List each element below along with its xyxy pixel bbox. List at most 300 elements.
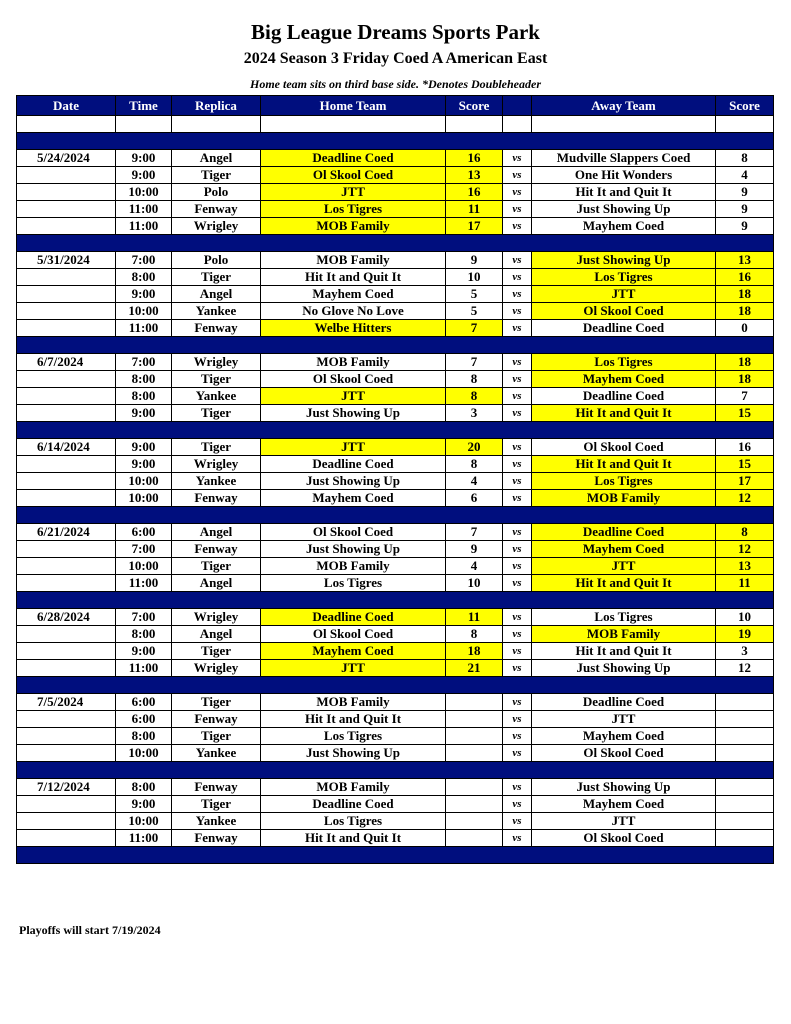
away-team-cell: Deadline Coed [532, 694, 716, 711]
away-team-cell: Ol Skool Coed [532, 830, 716, 847]
game-row [17, 269, 774, 286]
away-score-cell: 9 [716, 201, 774, 218]
game-row [17, 320, 774, 337]
away-team-cell: Just Showing Up [532, 779, 716, 796]
away-score-cell [716, 694, 774, 711]
vs-cell: vs [503, 626, 532, 643]
date-cell [17, 167, 116, 184]
away-team-cell: Hit It and Quit It [532, 184, 716, 201]
week-separator [17, 133, 774, 150]
column-header-vs [503, 96, 532, 116]
time-cell: 11:00 [116, 660, 172, 677]
replica-cell: Wrigley [172, 456, 261, 473]
replica-cell: Yankee [172, 745, 261, 762]
away-team-cell: Hit It and Quit It [532, 405, 716, 422]
vs-cell: vs [503, 303, 532, 320]
time-cell: 9:00 [116, 456, 172, 473]
date-cell [17, 490, 116, 507]
away-team-cell: JTT [532, 813, 716, 830]
replica-cell: Tiger [172, 694, 261, 711]
time-cell: 7:00 [116, 252, 172, 269]
game-row [17, 218, 774, 235]
away-team-cell: Mayhem Coed [532, 728, 716, 745]
separator-bar [17, 592, 774, 609]
home-team-cell: Ol Skool Coed [261, 371, 446, 388]
time-cell: 10:00 [116, 558, 172, 575]
week-separator [17, 337, 774, 354]
replica-cell: Angel [172, 524, 261, 541]
date-cell [17, 286, 116, 303]
date-cell [17, 745, 116, 762]
time-cell: 10:00 [116, 303, 172, 320]
replica-cell: Tiger [172, 796, 261, 813]
date-cell [17, 813, 116, 830]
vs-cell: vs [503, 541, 532, 558]
home-score-cell [446, 830, 503, 847]
away-team-cell: JTT [532, 558, 716, 575]
away-score-cell: 13 [716, 558, 774, 575]
vs-cell: vs [503, 575, 532, 592]
time-cell: 6:00 [116, 711, 172, 728]
date-cell [17, 303, 116, 320]
time-cell: 9:00 [116, 286, 172, 303]
vs-cell: vs [503, 745, 532, 762]
separator-bar [17, 847, 774, 864]
time-cell: 11:00 [116, 218, 172, 235]
vs-cell: vs [503, 524, 532, 541]
home-score-cell [446, 694, 503, 711]
empty-cell [716, 116, 774, 133]
away-score-cell: 10 [716, 609, 774, 626]
replica-cell: Fenway [172, 779, 261, 796]
game-row [17, 779, 774, 796]
date-cell [17, 728, 116, 745]
home-team-note: Home team sits on third base side. *Denotes Doubleheader [250, 77, 541, 91]
home-team-cell: Just Showing Up [261, 541, 446, 558]
away-score-cell: 8 [716, 524, 774, 541]
away-score-cell [716, 813, 774, 830]
home-score-cell: 5 [446, 286, 503, 303]
game-row [17, 201, 774, 218]
date-cell: 7/12/2024 [17, 779, 116, 796]
date-cell [17, 711, 116, 728]
home-score-cell: 21 [446, 660, 503, 677]
column-header-time: Time [116, 96, 172, 116]
home-team-cell: Hit It and Quit It [261, 269, 446, 286]
home-team-cell: JTT [261, 660, 446, 677]
home-score-cell: 17 [446, 218, 503, 235]
away-team-cell: MOB Family [532, 626, 716, 643]
vs-cell: vs [503, 473, 532, 490]
home-score-cell: 13 [446, 167, 503, 184]
time-cell: 9:00 [116, 796, 172, 813]
header-row [17, 96, 774, 116]
season-subtitle: 2024 Season 3 Friday Coed A American East [243, 50, 548, 67]
vs-cell: vs [503, 150, 532, 167]
away-score-cell [716, 779, 774, 796]
away-team-cell: Ol Skool Coed [532, 303, 716, 320]
week-separator [17, 422, 774, 439]
game-row [17, 558, 774, 575]
home-score-cell: 7 [446, 320, 503, 337]
time-cell: 10:00 [116, 813, 172, 830]
vs-cell: vs [503, 167, 532, 184]
home-score-cell: 9 [446, 252, 503, 269]
away-team-cell: Hit It and Quit It [532, 456, 716, 473]
time-cell: 8:00 [116, 269, 172, 286]
home-score-cell: 8 [446, 371, 503, 388]
home-score-cell: 10 [446, 269, 503, 286]
schedule-body [17, 116, 774, 864]
vs-cell: vs [503, 796, 532, 813]
date-cell [17, 371, 116, 388]
replica-cell: Fenway [172, 490, 261, 507]
time-cell: 7:00 [116, 541, 172, 558]
time-cell: 10:00 [116, 490, 172, 507]
replica-cell: Yankee [172, 303, 261, 320]
home-score-cell: 4 [446, 473, 503, 490]
empty-cell [446, 116, 503, 133]
home-team-cell: Just Showing Up [261, 405, 446, 422]
game-row [17, 660, 774, 677]
away-score-cell [716, 830, 774, 847]
game-row [17, 184, 774, 201]
column-header-away-score: Score [716, 96, 774, 116]
home-team-cell: MOB Family [261, 218, 446, 235]
away-team-cell: Hit It and Quit It [532, 643, 716, 660]
away-team-cell: Deadline Coed [532, 320, 716, 337]
game-row [17, 575, 774, 592]
home-team-cell: MOB Family [261, 252, 446, 269]
home-team-cell: JTT [261, 439, 446, 456]
vs-cell: vs [503, 830, 532, 847]
game-row [17, 405, 774, 422]
week-separator [17, 235, 774, 252]
date-cell [17, 320, 116, 337]
vs-cell: vs [503, 728, 532, 745]
date-cell [17, 575, 116, 592]
replica-cell: Yankee [172, 388, 261, 405]
away-score-cell: 9 [716, 184, 774, 201]
time-cell: 9:00 [116, 150, 172, 167]
date-cell [17, 643, 116, 660]
home-score-cell [446, 796, 503, 813]
separator-bar [17, 235, 774, 252]
away-team-cell: Ol Skool Coed [532, 745, 716, 762]
vs-cell: vs [503, 439, 532, 456]
away-score-cell: 11 [716, 575, 774, 592]
away-score-cell: 18 [716, 286, 774, 303]
date-cell: 7/5/2024 [17, 694, 116, 711]
replica-cell: Angel [172, 575, 261, 592]
replica-cell: Tiger [172, 439, 261, 456]
home-score-cell: 3 [446, 405, 503, 422]
game-row [17, 303, 774, 320]
away-score-cell: 16 [716, 269, 774, 286]
time-cell: 11:00 [116, 830, 172, 847]
vs-cell: vs [503, 643, 532, 660]
column-header-replica: Replica [172, 96, 261, 116]
away-score-cell: 9 [716, 218, 774, 235]
game-row [17, 796, 774, 813]
column-header-date: Date [17, 96, 116, 116]
away-score-cell [716, 728, 774, 745]
date-cell [17, 405, 116, 422]
home-team-cell: Mayhem Coed [261, 286, 446, 303]
away-score-cell: 4 [716, 167, 774, 184]
time-cell: 10:00 [116, 745, 172, 762]
game-row [17, 609, 774, 626]
column-header-away-team: Away Team [532, 96, 716, 116]
home-score-cell [446, 779, 503, 796]
date-cell [17, 473, 116, 490]
date-cell [17, 558, 116, 575]
replica-cell: Fenway [172, 201, 261, 218]
playoffs-note: Playoffs will start 7/19/2024 [19, 923, 161, 937]
replica-cell: Tiger [172, 643, 261, 660]
replica-cell: Tiger [172, 405, 261, 422]
home-score-cell: 16 [446, 184, 503, 201]
time-cell: 11:00 [116, 575, 172, 592]
home-team-cell: MOB Family [261, 354, 446, 371]
vs-cell: vs [503, 320, 532, 337]
vs-cell: vs [503, 184, 532, 201]
game-row [17, 439, 774, 456]
away-team-cell: Los Tigres [532, 269, 716, 286]
home-team-cell: Mayhem Coed [261, 490, 446, 507]
vs-cell: vs [503, 490, 532, 507]
away-score-cell: 17 [716, 473, 774, 490]
time-cell: 7:00 [116, 354, 172, 371]
home-score-cell: 7 [446, 354, 503, 371]
vs-cell: vs [503, 405, 532, 422]
vs-cell: vs [503, 694, 532, 711]
game-row [17, 711, 774, 728]
home-team-cell: Los Tigres [261, 728, 446, 745]
game-row [17, 150, 774, 167]
week-separator [17, 847, 774, 864]
date-cell: 6/7/2024 [17, 354, 116, 371]
blank-row [17, 116, 774, 133]
time-cell: 6:00 [116, 524, 172, 541]
replica-cell: Yankee [172, 813, 261, 830]
week-separator [17, 677, 774, 694]
home-score-cell: 4 [446, 558, 503, 575]
home-team-cell: Los Tigres [261, 813, 446, 830]
away-score-cell: 15 [716, 405, 774, 422]
date-cell [17, 184, 116, 201]
replica-cell: Polo [172, 252, 261, 269]
home-score-cell: 18 [446, 643, 503, 660]
away-team-cell: Hit It and Quit It [532, 575, 716, 592]
separator-bar [17, 422, 774, 439]
replica-cell: Fenway [172, 320, 261, 337]
separator-bar [17, 762, 774, 779]
park-title: Big League Dreams Sports Park [251, 20, 540, 44]
home-score-cell [446, 745, 503, 762]
column-header-home-score: Score [446, 96, 503, 116]
away-score-cell: 18 [716, 303, 774, 320]
away-score-cell [716, 745, 774, 762]
date-cell [17, 201, 116, 218]
away-score-cell: 12 [716, 660, 774, 677]
vs-cell: vs [503, 456, 532, 473]
home-score-cell [446, 711, 503, 728]
time-cell: 6:00 [116, 694, 172, 711]
time-cell: 9:00 [116, 405, 172, 422]
schedule-table [16, 95, 774, 864]
game-row [17, 745, 774, 762]
game-row [17, 643, 774, 660]
home-team-cell: Ol Skool Coed [261, 626, 446, 643]
date-cell [17, 218, 116, 235]
home-team-cell: Welbe Hitters [261, 320, 446, 337]
away-team-cell: Mudville Slappers Coed [532, 150, 716, 167]
away-score-cell: 0 [716, 320, 774, 337]
game-row [17, 167, 774, 184]
game-row [17, 524, 774, 541]
replica-cell: Tiger [172, 269, 261, 286]
home-team-cell: Deadline Coed [261, 609, 446, 626]
time-cell: 8:00 [116, 388, 172, 405]
away-score-cell [716, 796, 774, 813]
empty-cell [261, 116, 446, 133]
date-cell: 6/14/2024 [17, 439, 116, 456]
time-cell: 8:00 [116, 779, 172, 796]
week-separator [17, 762, 774, 779]
home-team-cell: Hit It and Quit It [261, 830, 446, 847]
game-row [17, 456, 774, 473]
home-team-cell: Los Tigres [261, 575, 446, 592]
game-row [17, 286, 774, 303]
empty-cell [17, 116, 116, 133]
home-score-cell: 6 [446, 490, 503, 507]
date-cell [17, 541, 116, 558]
away-team-cell: JTT [532, 711, 716, 728]
vs-cell: vs [503, 218, 532, 235]
home-score-cell: 11 [446, 609, 503, 626]
vs-cell: vs [503, 201, 532, 218]
home-team-cell: Ol Skool Coed [261, 524, 446, 541]
separator-bar [17, 337, 774, 354]
time-cell: 10:00 [116, 184, 172, 201]
time-cell: 7:00 [116, 609, 172, 626]
date-cell [17, 456, 116, 473]
replica-cell: Polo [172, 184, 261, 201]
game-row [17, 626, 774, 643]
separator-bar [17, 133, 774, 150]
home-team-cell: Just Showing Up [261, 745, 446, 762]
replica-cell: Wrigley [172, 218, 261, 235]
home-score-cell: 10 [446, 575, 503, 592]
home-team-cell: Deadline Coed [261, 456, 446, 473]
time-cell: 8:00 [116, 626, 172, 643]
game-row [17, 354, 774, 371]
away-team-cell: Los Tigres [532, 473, 716, 490]
home-team-cell: Deadline Coed [261, 796, 446, 813]
replica-cell: Angel [172, 150, 261, 167]
time-cell: 9:00 [116, 643, 172, 660]
vs-cell: vs [503, 388, 532, 405]
away-score-cell: 18 [716, 354, 774, 371]
game-row [17, 252, 774, 269]
empty-cell [116, 116, 172, 133]
away-score-cell: 15 [716, 456, 774, 473]
time-cell: 9:00 [116, 167, 172, 184]
replica-cell: Wrigley [172, 660, 261, 677]
game-row [17, 830, 774, 847]
home-team-cell: Hit It and Quit It [261, 711, 446, 728]
time-cell: 10:00 [116, 473, 172, 490]
away-team-cell: JTT [532, 286, 716, 303]
date-cell: 6/28/2024 [17, 609, 116, 626]
empty-cell [532, 116, 716, 133]
game-row [17, 541, 774, 558]
vs-cell: vs [503, 660, 532, 677]
away-score-cell: 18 [716, 371, 774, 388]
date-cell [17, 660, 116, 677]
away-team-cell: Los Tigres [532, 354, 716, 371]
vs-cell: vs [503, 711, 532, 728]
away-team-cell: Mayhem Coed [532, 796, 716, 813]
away-score-cell: 19 [716, 626, 774, 643]
game-row [17, 473, 774, 490]
empty-cell [503, 116, 532, 133]
away-team-cell: Mayhem Coed [532, 541, 716, 558]
vs-cell: vs [503, 354, 532, 371]
replica-cell: Wrigley [172, 609, 261, 626]
empty-cell [172, 116, 261, 133]
home-score-cell: 8 [446, 626, 503, 643]
game-row [17, 490, 774, 507]
time-cell: 9:00 [116, 439, 172, 456]
away-score-cell: 7 [716, 388, 774, 405]
week-separator [17, 507, 774, 524]
vs-cell: vs [503, 269, 532, 286]
week-separator [17, 592, 774, 609]
date-cell [17, 388, 116, 405]
separator-bar [17, 677, 774, 694]
away-team-cell: Deadline Coed [532, 524, 716, 541]
date-cell [17, 830, 116, 847]
away-score-cell: 8 [716, 150, 774, 167]
vs-cell: vs [503, 252, 532, 269]
replica-cell: Angel [172, 626, 261, 643]
home-team-cell: JTT [261, 184, 446, 201]
time-cell: 11:00 [116, 320, 172, 337]
away-team-cell: Los Tigres [532, 609, 716, 626]
vs-cell: vs [503, 609, 532, 626]
replica-cell: Tiger [172, 167, 261, 184]
replica-cell: Angel [172, 286, 261, 303]
away-score-cell: 12 [716, 490, 774, 507]
replica-cell: Fenway [172, 711, 261, 728]
away-team-cell: One Hit Wonders [532, 167, 716, 184]
home-score-cell: 9 [446, 541, 503, 558]
time-cell: 11:00 [116, 201, 172, 218]
home-score-cell [446, 728, 503, 745]
date-cell: 5/24/2024 [17, 150, 116, 167]
home-team-cell: Mayhem Coed [261, 643, 446, 660]
home-team-cell: Deadline Coed [261, 150, 446, 167]
home-score-cell: 11 [446, 201, 503, 218]
home-team-cell: Ol Skool Coed [261, 167, 446, 184]
home-team-cell: Just Showing Up [261, 473, 446, 490]
game-row [17, 388, 774, 405]
date-cell: 6/21/2024 [17, 524, 116, 541]
away-team-cell: Just Showing Up [532, 660, 716, 677]
away-score-cell: 13 [716, 252, 774, 269]
